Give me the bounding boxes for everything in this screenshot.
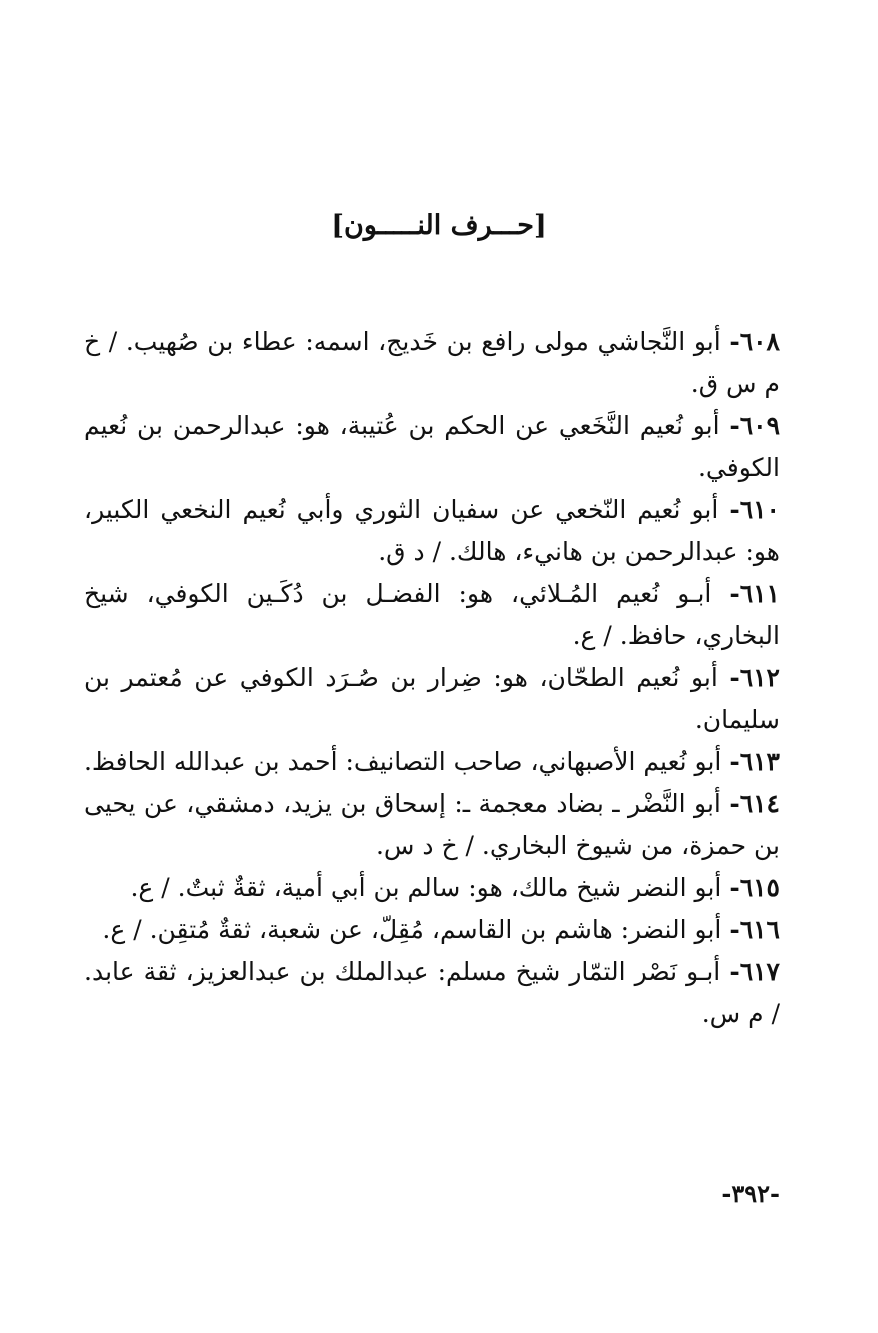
entry-text: أبو نُعيم النّخعي عن سفيان الثوري وأبي نُعيم النخعي الكبير، هو: عبدالرحمن بن هانيء، هالك. / د ق. <box>84 495 780 566</box>
entry-number: ٦١٣- <box>729 747 780 776</box>
entry-number: ٦١٤- <box>729 789 780 818</box>
entry-number: ٦١٢- <box>729 663 780 692</box>
entry-number: ٦١١- <box>729 579 780 608</box>
list-item <box>84 405 780 489</box>
entry-text: أبو نُعيم النَّخَعي عن الحكم بن عُتيبة، هو: عبدالرحمن بن نُعيم الكوفي. <box>84 411 780 482</box>
entry-number: ٦١٠- <box>729 495 780 524</box>
entry-text: أبو نُعيم الأصبهاني، صاحب التصانيف: أحمد بن عبدالله الحافظ. <box>83 747 722 776</box>
list-item <box>84 657 780 741</box>
list-item <box>84 741 780 783</box>
entry-number: ٦١٦- <box>729 915 780 944</box>
entry-number: ٦١٧- <box>729 957 780 986</box>
entry-text: أبـو نَصْر التمّار شيخ مسلم: عبدالملك بن عبدالعزيز، ثقة عابد. / م س. <box>84 957 780 1028</box>
list-item <box>84 783 780 867</box>
entry-number: ٦٠٩- <box>729 411 781 440</box>
page-number: -٣٩٢- <box>721 1179 780 1208</box>
list-item <box>84 867 780 909</box>
entry-number: ٦١٥- <box>729 873 780 902</box>
entry-text: أبو النضر شيخ مالك، هو: سالم بن أبي أمية، ثقةٌ ثبتٌ. / ع. <box>130 873 722 902</box>
chapter-heading: [حـــرف النـــــون] <box>331 210 547 241</box>
list-item <box>84 909 780 951</box>
entry-text: أبو النَّجاشي مولى رافع بن خَديج، اسمه: عطاء بن صُهيب. / خ م س ق. <box>84 327 780 398</box>
list-item <box>84 321 780 405</box>
entry-text: أبو النَّضْر ـ بضاد معجمة ـ: إسحاق بن يزيد، دمشقي، عن يحيى بن حمزة، من شيوخ البخاري. / خ د س. <box>84 789 780 860</box>
entry-number: ٦٠٨- <box>729 327 780 356</box>
list-item <box>84 951 780 1035</box>
list-item <box>84 573 780 657</box>
entry-text: أبـو نُعيم المُـلائي، هو: الفضـل بن دُكَـين الكوفي، شيخ البخاري، حافظ. / ع. <box>84 579 780 650</box>
entry-text: أبو النضر: هاشم بن القاسم، مُقِلّ، عن شعبة، ثقةٌ مُتقِن. / ع. <box>102 915 722 944</box>
entry-text: أبو نُعيم الطحّان، هو: ضِرار بن صُـرَد الكوفي عن مُعتمر بن سليمان. <box>84 663 780 734</box>
entries-list <box>84 321 780 1035</box>
list-item <box>84 489 780 573</box>
